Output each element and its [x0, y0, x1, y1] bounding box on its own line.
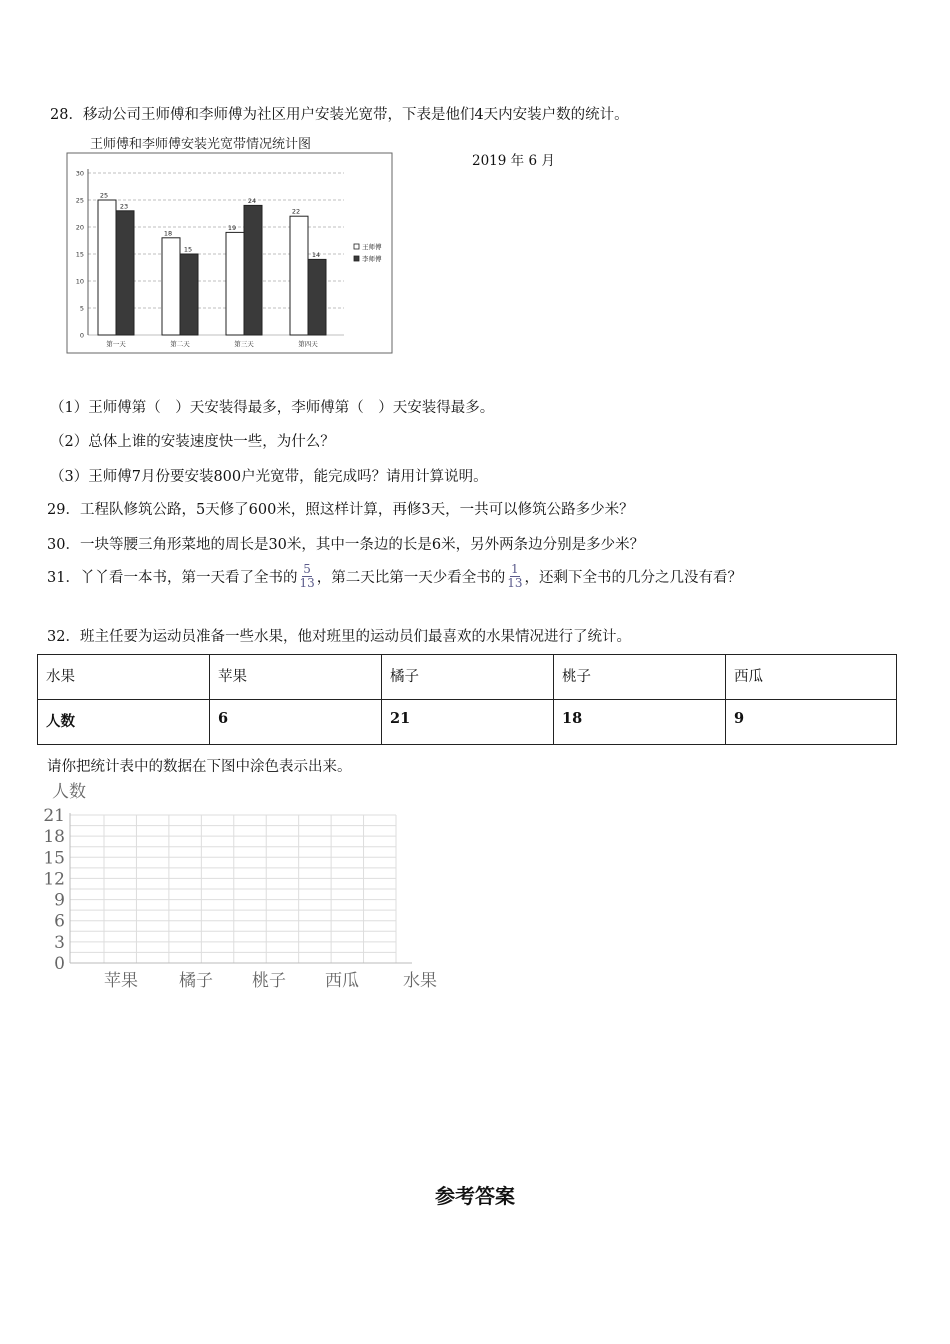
fruit-table [37, 654, 897, 745]
y-tick-label: 3 [54, 932, 65, 953]
table-cell: 人数 [38, 700, 210, 745]
x-axis-label: 水果 [403, 971, 437, 991]
legend-label: 李师傅 [362, 255, 382, 263]
bar [308, 259, 326, 335]
legend-label: 王师傅 [362, 243, 382, 251]
table-cell: 桃子 [554, 655, 726, 700]
q32-instruction: 请你把统计表中的数据在下图中涂色表示出来。 [47, 759, 352, 775]
chart-date: 2019 年 6 月 [472, 153, 555, 169]
y-tick-label: 0 [79, 331, 84, 340]
bar [180, 254, 198, 335]
y-tick-label: 30 [75, 169, 84, 178]
legend-swatch [354, 256, 359, 261]
legend-swatch [354, 244, 359, 249]
table-cell: 西瓜 [726, 655, 897, 700]
table-cell: 9 [726, 700, 897, 745]
table-cell: 6 [210, 700, 382, 745]
chart-title: 王师傅和李师傅安装光宽带情况统计图 [90, 137, 312, 152]
q28-sub3: （3）王师傅7月份要安装800户光宽带，能完成吗？请用计算说明。 [50, 469, 488, 485]
bar [226, 232, 244, 335]
q31-part2: ，第二天比第一天少看全书的 [316, 570, 506, 586]
y-tick-label: 12 [43, 869, 65, 890]
y-tick-label: 9 [54, 890, 65, 911]
q28-sub1: （1）王师傅第（ ）天安装得最多，李师傅第（ ）天安装得最多。 [50, 400, 495, 416]
x-tick-label: 苹果 [104, 971, 138, 991]
q29-text: 29．工程队修筑公路，5天修了600米，照这样计算，再修3天，一共可以修筑公路多少米？ [47, 502, 634, 518]
bar-value-label: 15 [183, 245, 193, 254]
x-tick-label: 第一天 [106, 340, 126, 348]
bar-value-label: 25 [99, 191, 109, 200]
table-cell: 苹果 [210, 655, 382, 700]
y-tick-label: 6 [54, 911, 65, 932]
frac1-den: 13 [299, 576, 315, 590]
q32-text: 32．班主任要为运动员准备一些水果，他对班里的运动员们最喜欢的水果情况进行了统计。 [47, 629, 631, 645]
x-tick-label: 第三天 [234, 340, 254, 348]
q31-fraction-1 [299, 563, 314, 590]
x-tick-label: 第四天 [298, 340, 318, 348]
y-tick-label: 15 [43, 848, 65, 869]
bar [162, 238, 180, 335]
x-tick-label: 桃子 [252, 971, 286, 991]
y-tick-label: 15 [75, 250, 84, 259]
table-row [38, 655, 897, 700]
q31-part3: ，还剩下全书的几分之几没有看？ [524, 570, 743, 586]
bar [116, 211, 134, 335]
x-tick-label: 橘子 [179, 971, 213, 991]
q30-text: 30．一块等腰三角形菜地的周长是30米，其中一条边的长是6米，另外两条边分别是多少米？ [47, 537, 645, 553]
q28-sub2: （2）总体上谁的安装速度快一些，为什么？ [50, 434, 335, 450]
table-cell: 21 [382, 700, 554, 745]
bar-value-label: 24 [247, 196, 257, 205]
y-tick-label: 20 [75, 223, 84, 232]
y-tick-label: 21 [43, 806, 65, 826]
y-axis-label: 人数 [52, 782, 86, 802]
y-tick-label: 0 [54, 954, 65, 974]
x-tick-label: 西瓜 [325, 971, 359, 991]
y-tick-label: 18 [43, 827, 65, 848]
y-tick-label: 10 [75, 277, 84, 286]
bar-value-label: 23 [119, 202, 129, 211]
q31-text [47, 563, 742, 590]
y-tick-label: 5 [79, 304, 84, 313]
bar-value-label: 18 [163, 229, 173, 238]
q31-fraction-2 [507, 563, 522, 590]
table-cell: 水果 [38, 655, 210, 700]
table-cell: 橘子 [382, 655, 554, 700]
table-cell: 18 [554, 700, 726, 745]
q31-part1: 31．丫丫看一本书，第一天看了全书的 [47, 570, 298, 586]
bar-value-label: 22 [291, 207, 301, 216]
bar-value-label: 19 [227, 223, 237, 232]
bar-value-label: 14 [311, 250, 321, 259]
bar [98, 200, 116, 335]
q28-text: 28．移动公司王师傅和李师傅为社区用户安装光宽带，下表是他们4天内安装户数的统计。 [50, 107, 629, 123]
answer-heading: 参考答案 [435, 1184, 515, 1208]
y-tick-label: 25 [75, 196, 84, 205]
bar [244, 205, 262, 335]
x-tick-label: 第二天 [170, 340, 190, 348]
frac1-num: 5 [303, 562, 311, 576]
fruit-grid-chart[interactable] [40, 778, 450, 998]
bar [290, 216, 308, 335]
frac2-den: 13 [507, 576, 523, 590]
install-chart [66, 131, 394, 356]
frac2-num: 1 [511, 562, 519, 576]
table-row [38, 700, 897, 745]
install-chart-svg [66, 131, 394, 356]
